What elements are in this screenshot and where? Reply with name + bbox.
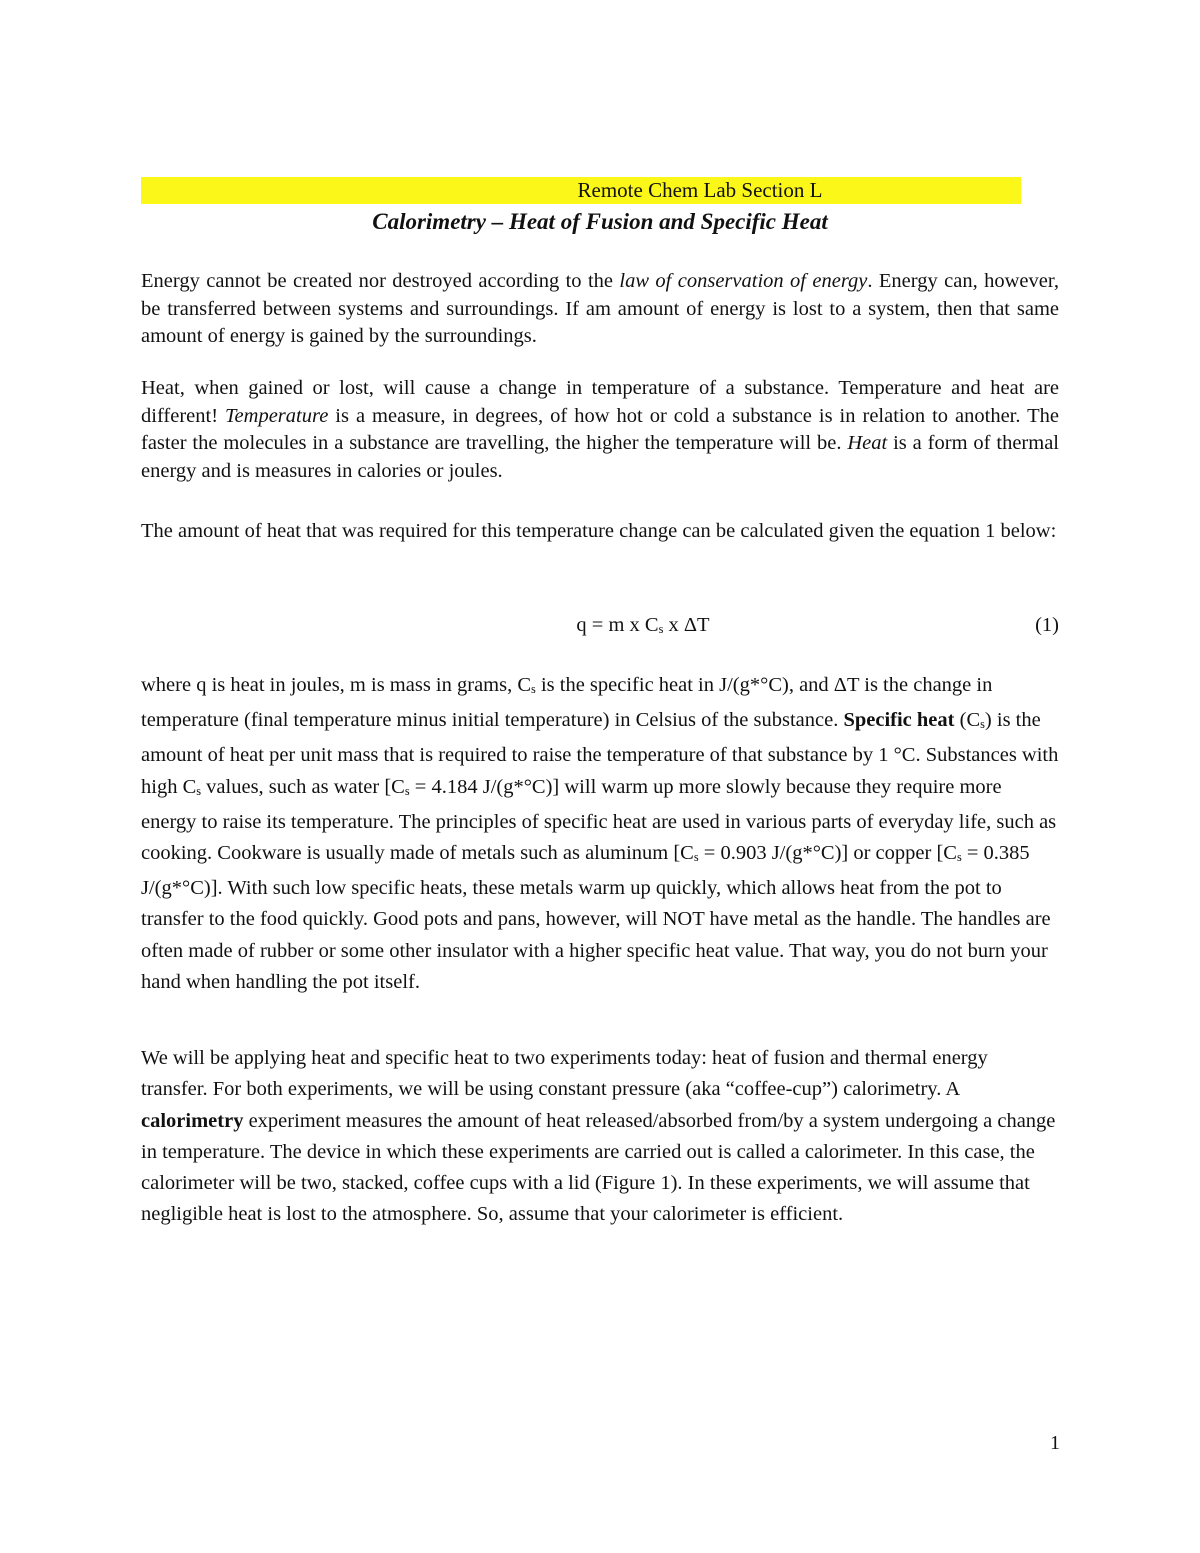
term-temperature: Temperature	[225, 404, 329, 427]
paragraph-heat-vs-temperature: Heat, when gained or lost, will cause a change in temperature of a substance. Temperature and heat are different! Temperature is a measure, in degrees, of how hot or cold a substance is in relation to another. The faster the molecules in a substance are travelling, the higher the temperature will be. Heat is a form of thermal energy and is measures in calories or joules.	[141, 377, 1060, 482]
document-title: Calorimetry – Heat of Fusion and Specific Heat	[372, 209, 828, 234]
term-law-of-conservation: law of conservation of energy	[619, 270, 868, 292]
term-heat: Heat	[847, 432, 888, 454]
paragraph-equation-intro: The amount of heat that was required for this temperature change can be calculated given the equation 1 below:	[141, 520, 1057, 542]
paragraph-conservation-of-energy: Energy cannot be created nor destroyed according to the law of conservation of energy. Energy can, however, be transferred between systems and surroundings. If am amount of energy is lost to a system, then that same amount of energy is gained by the surroundings.	[141, 270, 1059, 347]
equation-1	[141, 609, 1059, 641]
term-specific-heat: Specific heat	[843, 709, 955, 732]
equation-number: (1)	[1035, 614, 1059, 636]
paragraph-calorimetry: We will be applying heat and specific heat to two experiments today: heat of fusion and thermal energy transfer. For both experiments, we will be using constant pressure (aka “coffee-cup”) calorimetry. A calorimetry experiment measures the amount of heat released/absorbed from/by a system undergoing a change in temperature. The device in which these experiments are carried out is called a calorimeter. In this case, the calorimeter will be two, stacked, coffee cups with a lid (Figure 1). In these experiments, we will assume that negligible heat is lost to the atmosphere. So, assume that your calorimeter is efficient.	[141, 1047, 1056, 1226]
term-calorimetry: calorimetry	[141, 1109, 244, 1132]
page-number: 1	[1050, 1432, 1060, 1454]
equation-expression: q = m x $C_s$ x ΔT	[576, 614, 710, 636]
paragraph-specific-heat: where q is heat in joules, m is mass in grams, $C_s$ is the specific heat in J/(g*°C), and ΔT is the change in temperature (final temperature minus initial temperature) in Celsius of the substance. Specific heat $(C_s)$ is the amount of heat per unit mass that is required to raise the temperature of that substance by 1 °C. Substances with high $C_s$ values, such as water [$C_s = 4.184$ J/(g*°C)] will warm up more slowly because they require more energy to raise its temperature. The principles of specific heat are used in various parts of everyday life, such as cooking. Cookware is usually made of metals such as aluminum [$C_s = 0.903$ J/(g*°C)] or copper [$C_s = 0.385$ J/(g*°C)]. With such low specific heats, these metals warm up quickly, which allows heat from the pot to transfer to the food quickly. Good pots and pans, however, will NOT have metal as the handle. The handles are often made of rubber or some other insulator with a higher specific heat value. That way, you do not burn your hand when handling the pot itself.	[141, 674, 1059, 994]
section-header: Remote Chem Lab Section L	[577, 178, 823, 202]
